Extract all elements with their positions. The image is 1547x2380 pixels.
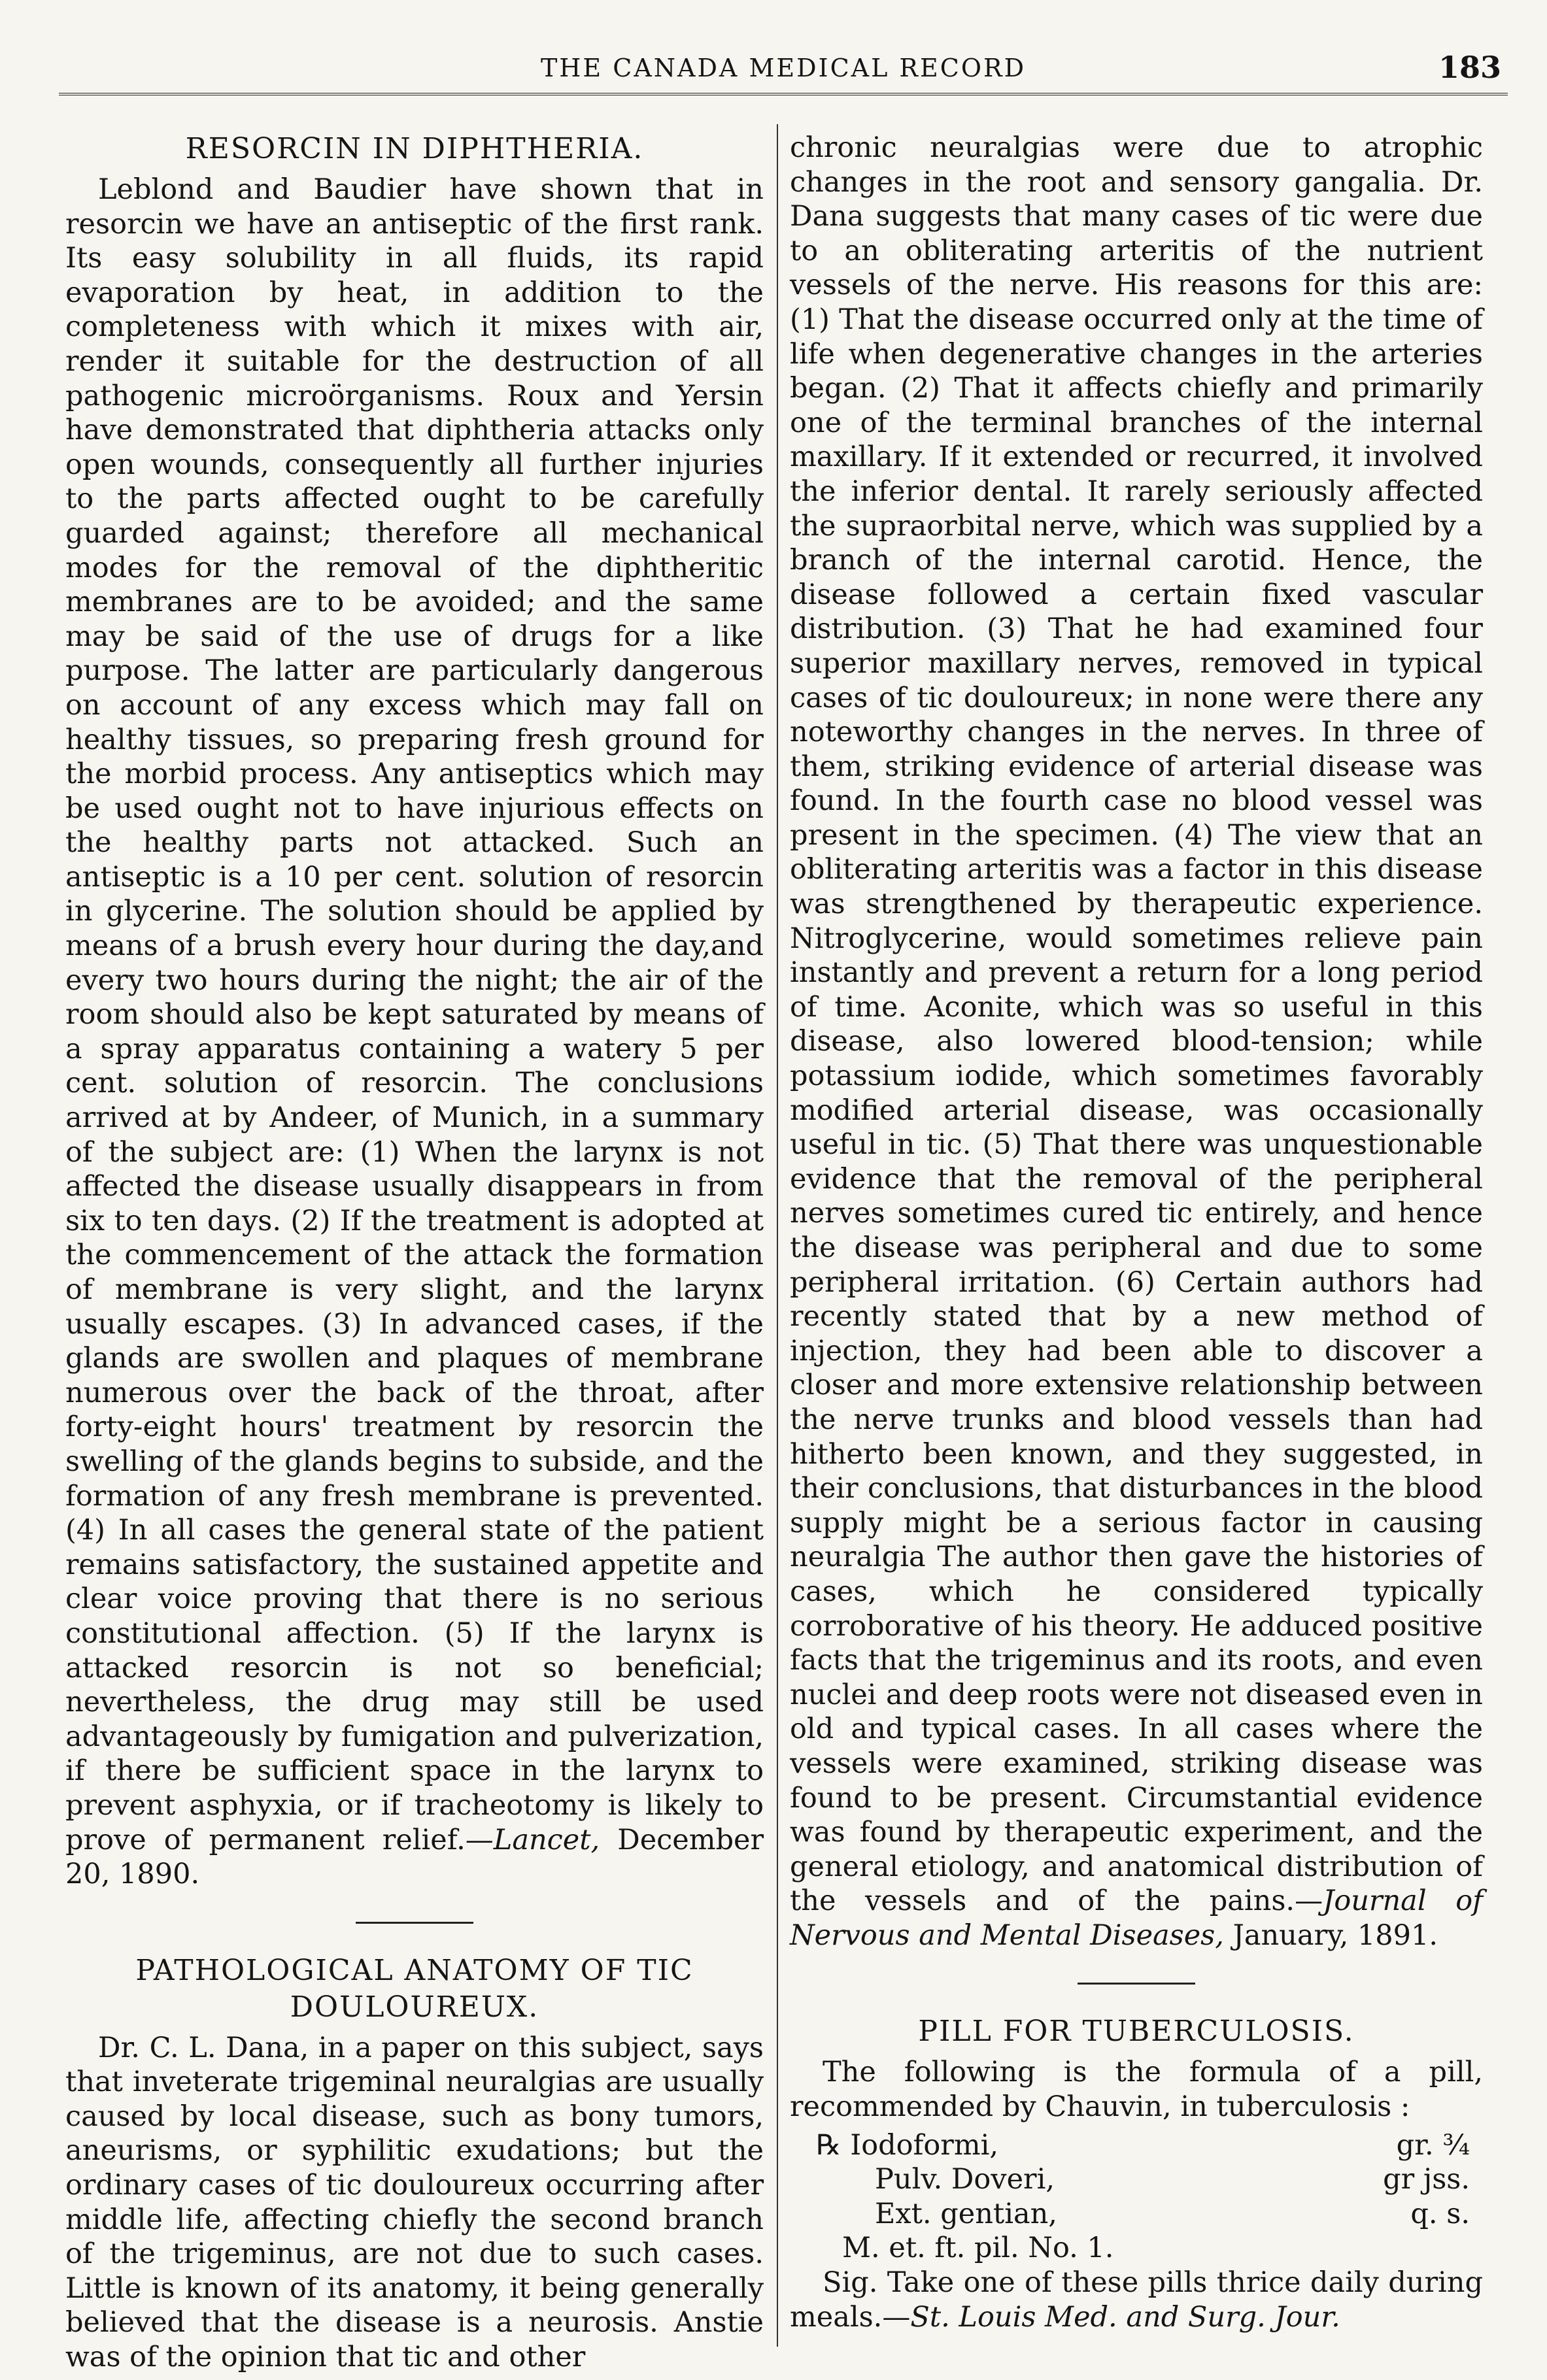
resorcin-body bbox=[65, 173, 764, 1892]
running-head bbox=[59, 50, 1508, 95]
rx-ingredient: Ext. gentian, bbox=[875, 2197, 1057, 2230]
column-divider bbox=[777, 124, 778, 2347]
section-rule bbox=[356, 1922, 473, 1924]
rx-quantity: gr jss. bbox=[1383, 2163, 1470, 2196]
rx-line bbox=[790, 2197, 1483, 2232]
right-column bbox=[790, 131, 1483, 2334]
pill-signature bbox=[790, 2266, 1483, 2334]
article-heading-tic: PATHOLOGICAL ANATOMY OF TIC DOULOUREUX. bbox=[135, 1953, 694, 2024]
rx-ingredient: ℞ Iodoformi, bbox=[816, 2128, 999, 2162]
rx-directions: M. et. ft. pil. No. 1. bbox=[842, 2232, 1114, 2265]
left-column bbox=[65, 131, 764, 2375]
rx-line bbox=[790, 2128, 1483, 2163]
journal-title: THE CANADA MEDICAL RECORD bbox=[540, 54, 1027, 82]
rx-line bbox=[790, 2231, 1483, 2266]
rx-line bbox=[790, 2162, 1483, 2197]
section-rule bbox=[1078, 1983, 1195, 1985]
rx-quantity: q. s. bbox=[1410, 2197, 1470, 2230]
rx-quantity: gr. ¾ bbox=[1396, 2128, 1470, 2162]
sig-text: Sig. Take one of these pills thrice daily during meals.— bbox=[790, 2266, 1483, 2334]
pill-citation: St. Louis Med. and Surg. Jour. bbox=[910, 2300, 1340, 2334]
tic-text: chronic neuralgias were due to atrophic changes in the root and sensory gangalia. Dr. Dana suggests that many cases of tic were due to an obliterating arteritis of the nutrient vessels of the nerve. His reasons for this are: (1) That the disease occurred only at the time of life when degenerative changes in the arteries began. (2) That it affects chiefly and primarily one of the terminal branches of the internal maxillary. If it extended or recurred, it involved the inferior dental. It rarely seriously affected the supraorbital nerve, which was supplied by a branch of the internal carotid. Hence, the disease followed a certain fixed vascular distribution. (3) That he had examined four superior maxillary nerves, removed in typical cases of tic douloureux; in none were there any noteworthy changes in the nerves. In three of them, striking evidence of arterial disease was found. In the fourth case no blood vessel was present in the specimen. (4) The view that an obliterating arteritis was a factor in this disease was strengthened by therapeutic experience. Nitroglycerine, would sometimes relieve pain instantly and prevent a return for a long period of time. Aconite, which was so useful in this disease, also lowered blood-tension; while potassium iodide, which sometimes favorably modified arterial disease, was occasionally useful in tic. (5) That there was unquestionable evidence that the removal of the peripheral nerves sometimes cured tic entirely, and hence the disease was peripheral and due to some peripheral irritation. (6) Certain authors had recently stated that by a new method of injection, they had been able to discover a closer and more extensive relationship between the nerve trunks and blood vessels than had hitherto been known, and they suggested, in their conclusions, that disturbances in the blood supply might be a serious factor in causing neuralgia The author then gave the histories of cases, which he considered typically corroborative of his theory. He adduced positive facts that the trigeminus and its roots, and even nuclei and deep roots were not diseased even in old and typical cases. In all cases where the vessels were examined, striking disease was found to be present. Circumstantial evidence was found by therapeutic experiment, and the general etiology, and anatomical distribution of the vessels and of the pains.— bbox=[790, 131, 1483, 1918]
article-heading-resorcin: RESORCIN IN DIPHTHERIA. bbox=[185, 132, 644, 165]
article-heading-pill: PILL FOR TUBERCULOSIS. bbox=[918, 2015, 1355, 2049]
resorcin-citation: Lancet, bbox=[493, 1823, 600, 1856]
tic-citation: Journal of Nervous and Mental Diseases, bbox=[790, 1885, 1483, 1952]
prescription bbox=[790, 2128, 1483, 2266]
tic-date: January, 1891. bbox=[1223, 1919, 1438, 1952]
resorcin-text: Leblond and Baudier have shown that in resorcin we have an antiseptic of the first rank. Its easy solubility in all fluids, its rapid evaporation by heat, in addition to the completeness with which it mixes with air, render it suitable for the destruction of all pathogenic microörganisms. Roux and Yersin have demonstrated that diphtheria attacks only open wounds, consequently all further injuries to the parts affected ought to be carefully guarded against; therefore all mechanical modes for the removal of the diphtheritic membranes are to be avoided; and the same may be said of the use of drugs for a like purpose. The latter are particularly dangerous on account of any excess which may fall on healthy tissues, so preparing fresh ground for the morbid process. Any antiseptics which may be used ought not to have injurious effects on the healthy parts not attacked. Such an antiseptic is a 10 per cent. solution of resorcin in glycerine. The solution should be applied by means of a brush every hour during the day,and every two hours during the night; the air of the room should also be kept saturated by means of a spray apparatus containing a watery 5 per cent. solution of resorcin. The conclusions arrived at by Andeer, of Munich, in a summary of the subject are: (1) When the larynx is not affected the disease usually disappears in from six to ten days. (2) If the treatment is adopted at the commencement of the attack the formation of membrane is very slight, and the larynx usually escapes. (3) In advanced cases, if the glands are swollen and plaques of membrane numerous over the back of the throat, after forty-eight hours' treatment by resorcin the swelling of the glands begins to subside, and the formation of any fresh membrane is prevented. (4) In all cases the general state of the patient remains satisfactory, the sustained appetite and clear voice proving that there is no serious constitutional affection. (5) If the larynx is attacked resorcin is not so beneficial; nevertheless, the drug may still be used advantageously by fumigation and pulverization, if there be sufficient space in the larynx to prevent asphyxia, or if tracheotomy is likely to prove of permanent relief.— bbox=[65, 173, 764, 1856]
tic-body-continued bbox=[790, 131, 1483, 1953]
pill-intro: The following is the formula of a pill, recommended by Chauvin, in tuberculosis : bbox=[790, 2056, 1483, 2124]
tic-body-start: Dr. C. L. Dana, in a paper on this subject, says that inveterate trigeminal neuralgias are usually caused by local disease, such as bony tumors, aneurisms, or syphilitic exudations; but the ordinary cases of tic douloureux occurring after middle life, affecting chiefly the second branch of the trigeminus, are not due to such cases. Little is known of its anatomy, it being generally believed that the disease is a neurosis. Anstie was of the opinion that tic and other bbox=[65, 2031, 764, 2374]
resorcin-date: December 20, 1890. bbox=[65, 1823, 764, 1891]
rx-ingredient: Pulv. Doveri, bbox=[875, 2163, 1055, 2196]
page-number: 183 bbox=[1438, 50, 1501, 85]
